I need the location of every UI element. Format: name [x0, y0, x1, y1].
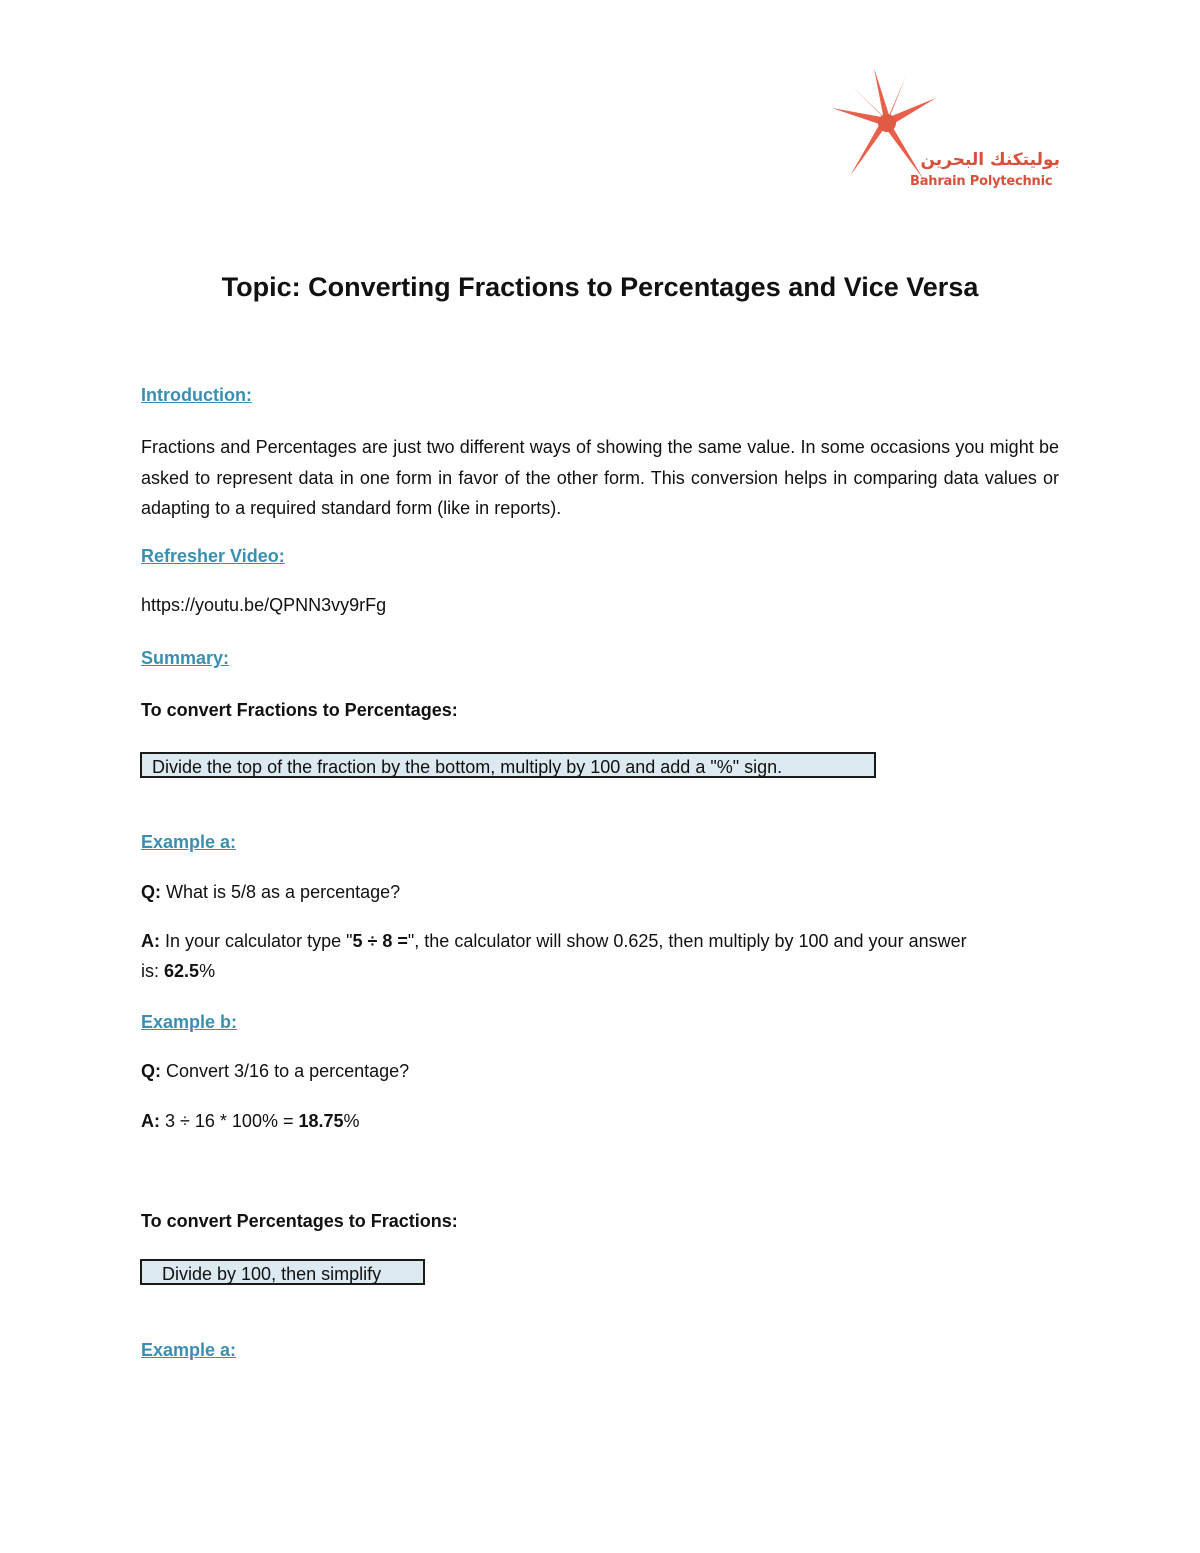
example-b-question [141, 1061, 409, 1082]
question-text: What is 5/8 as a percentage? [161, 882, 401, 902]
answer-text: is: [141, 961, 165, 981]
answer-bold-result: 18.75 [298, 1111, 344, 1131]
answer-text: In your calculator type " [160, 931, 353, 951]
introduction-paragraph: Fractions and Percentages are just two different ways of showing the same value. In some occasions you might be asked to represent data in one form in favor of the other form. This conversion helps in comparing data values or adapting to a required standard form (like in reports). [141, 437, 1059, 518]
answer-percent: % [199, 961, 216, 981]
bahrain-polytechnic-logo [832, 68, 1072, 198]
example-a2-heading: Example a: [141, 1340, 237, 1360]
answer-bold-result: 62.5 [164, 961, 200, 981]
page-title: Topic: Converting Fractions to Percentages and Vice Versa [221, 272, 979, 302]
fractions-rule-box: Divide the top of the fraction by the bottom, multiply by 100 and add a "%" sign. [140, 752, 876, 778]
question-text: Convert 3/16 to a percentage? [161, 1061, 410, 1081]
logo-english-text: Bahrain Polytechnic [910, 174, 1053, 189]
example-b-answer [141, 1111, 360, 1132]
answer-text: ", the calculator will show 0.625, then multiply by 100 and your answer [407, 931, 967, 951]
answer-bold-expression: 5 ÷ 8 = [352, 931, 408, 951]
percentages-rule-box: Divide by 100, then simplify [140, 1259, 425, 1285]
percentages-to-fractions-label: To convert Percentages to Fractions: [141, 1211, 458, 1231]
example-a-heading: Example a: [141, 832, 237, 852]
answer-percent: % [343, 1111, 360, 1131]
question-label: Q: [141, 882, 161, 902]
logo-arabic-text: بوليتكنك البحرين [920, 150, 1060, 170]
summary-heading: Summary: [141, 648, 230, 668]
example-a-question [141, 882, 400, 903]
answer-label: A: [141, 931, 160, 951]
example-a-answer-line2 [141, 961, 215, 982]
refresher-video-link[interactable]: https://youtu.be/QPNN3vy9rFg [141, 595, 387, 615]
introduction-heading: Introduction: [141, 385, 252, 405]
answer-text: 3 ÷ 16 * 100% = [160, 1111, 299, 1131]
answer-label: A: [141, 1111, 160, 1131]
refresher-heading: Refresher Video: [141, 546, 285, 566]
example-a-answer-line1 [141, 931, 967, 952]
example-b-heading: Example b: [141, 1012, 238, 1032]
question-label: Q: [141, 1061, 161, 1081]
fractions-to-percentages-label: To convert Fractions to Percentages: [141, 700, 458, 720]
